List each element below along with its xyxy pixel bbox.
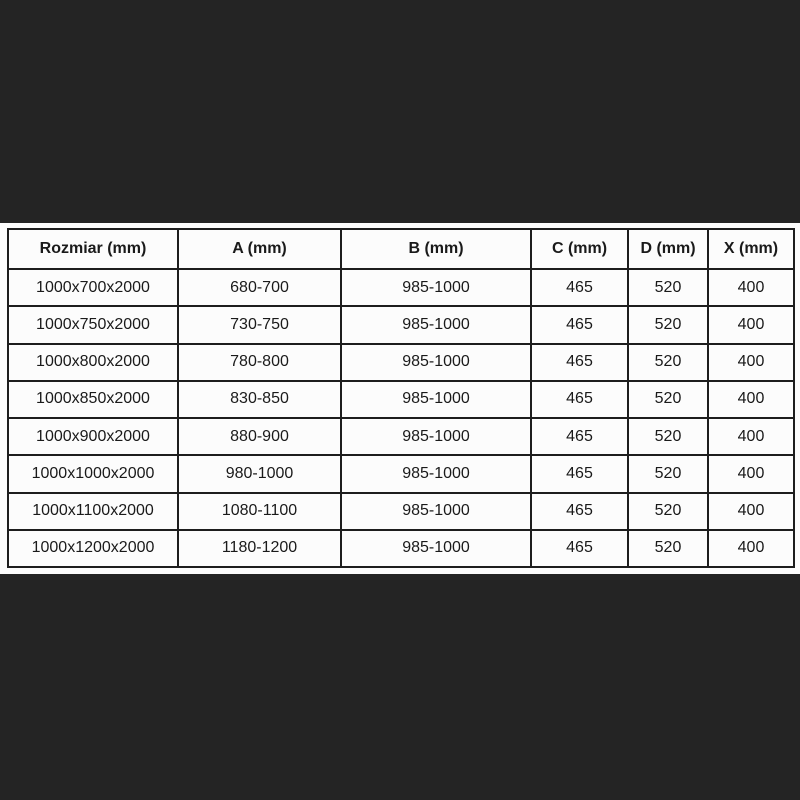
table-cell: 520 bbox=[628, 455, 708, 492]
table-cell: 1000x800x2000 bbox=[8, 344, 178, 381]
table-row bbox=[8, 493, 794, 530]
table-cell: 985-1000 bbox=[341, 306, 531, 343]
table-cell: 400 bbox=[708, 381, 794, 418]
header-cell-d: D (mm) bbox=[628, 229, 708, 269]
table-row bbox=[8, 306, 794, 343]
table-cell: 1080-1100 bbox=[178, 493, 341, 530]
table-cell: 465 bbox=[531, 381, 628, 418]
table-row bbox=[8, 381, 794, 418]
table-cell: 985-1000 bbox=[341, 493, 531, 530]
table-cell: 985-1000 bbox=[341, 269, 531, 306]
table-cell: 465 bbox=[531, 530, 628, 567]
table-cell: 465 bbox=[531, 418, 628, 455]
table-cell: 680-700 bbox=[178, 269, 341, 306]
table-cell: 980-1000 bbox=[178, 455, 341, 492]
table-cell: 1000x1100x2000 bbox=[8, 493, 178, 530]
table-cell: 400 bbox=[708, 344, 794, 381]
table-cell: 1180-1200 bbox=[178, 530, 341, 567]
table-cell: 1000x1200x2000 bbox=[8, 530, 178, 567]
header-cell-a: A (mm) bbox=[178, 229, 341, 269]
table-row bbox=[8, 455, 794, 492]
table-cell: 465 bbox=[531, 269, 628, 306]
table-cell: 985-1000 bbox=[341, 344, 531, 381]
table-row bbox=[8, 418, 794, 455]
header-cell-rozmiar: Rozmiar (mm) bbox=[8, 229, 178, 269]
table-cell: 830-850 bbox=[178, 381, 341, 418]
table-cell: 1000x750x2000 bbox=[8, 306, 178, 343]
table-cell: 520 bbox=[628, 381, 708, 418]
table-cell: 465 bbox=[531, 455, 628, 492]
table-cell: 465 bbox=[531, 306, 628, 343]
header-cell-c: C (mm) bbox=[531, 229, 628, 269]
table-cell: 465 bbox=[531, 344, 628, 381]
table-row bbox=[8, 269, 794, 306]
table-cell: 520 bbox=[628, 418, 708, 455]
table-row bbox=[8, 344, 794, 381]
table-cell: 985-1000 bbox=[341, 530, 531, 567]
table-cell: 1000x900x2000 bbox=[8, 418, 178, 455]
table-cell: 400 bbox=[708, 269, 794, 306]
table-cell: 400 bbox=[708, 493, 794, 530]
table-panel bbox=[0, 223, 800, 574]
table-cell: 1000x1000x2000 bbox=[8, 455, 178, 492]
table-cell: 1000x850x2000 bbox=[8, 381, 178, 418]
table-cell: 520 bbox=[628, 306, 708, 343]
table-row bbox=[8, 530, 794, 567]
table-cell: 780-800 bbox=[178, 344, 341, 381]
table-cell: 400 bbox=[708, 455, 794, 492]
table-cell: 400 bbox=[708, 306, 794, 343]
header-cell-b: B (mm) bbox=[341, 229, 531, 269]
table-cell: 985-1000 bbox=[341, 381, 531, 418]
table-body bbox=[8, 269, 794, 567]
table-header-row bbox=[8, 229, 794, 269]
table-cell: 520 bbox=[628, 344, 708, 381]
table-cell: 730-750 bbox=[178, 306, 341, 343]
table-cell: 1000x700x2000 bbox=[8, 269, 178, 306]
table-cell: 520 bbox=[628, 530, 708, 567]
table-cell: 520 bbox=[628, 493, 708, 530]
table-cell: 465 bbox=[531, 493, 628, 530]
table-cell: 400 bbox=[708, 418, 794, 455]
size-spec-table bbox=[7, 228, 795, 568]
table-cell: 400 bbox=[708, 530, 794, 567]
table-cell: 880-900 bbox=[178, 418, 341, 455]
table-cell: 985-1000 bbox=[341, 455, 531, 492]
table-cell: 520 bbox=[628, 269, 708, 306]
table-cell: 985-1000 bbox=[341, 418, 531, 455]
header-cell-x: X (mm) bbox=[708, 229, 794, 269]
